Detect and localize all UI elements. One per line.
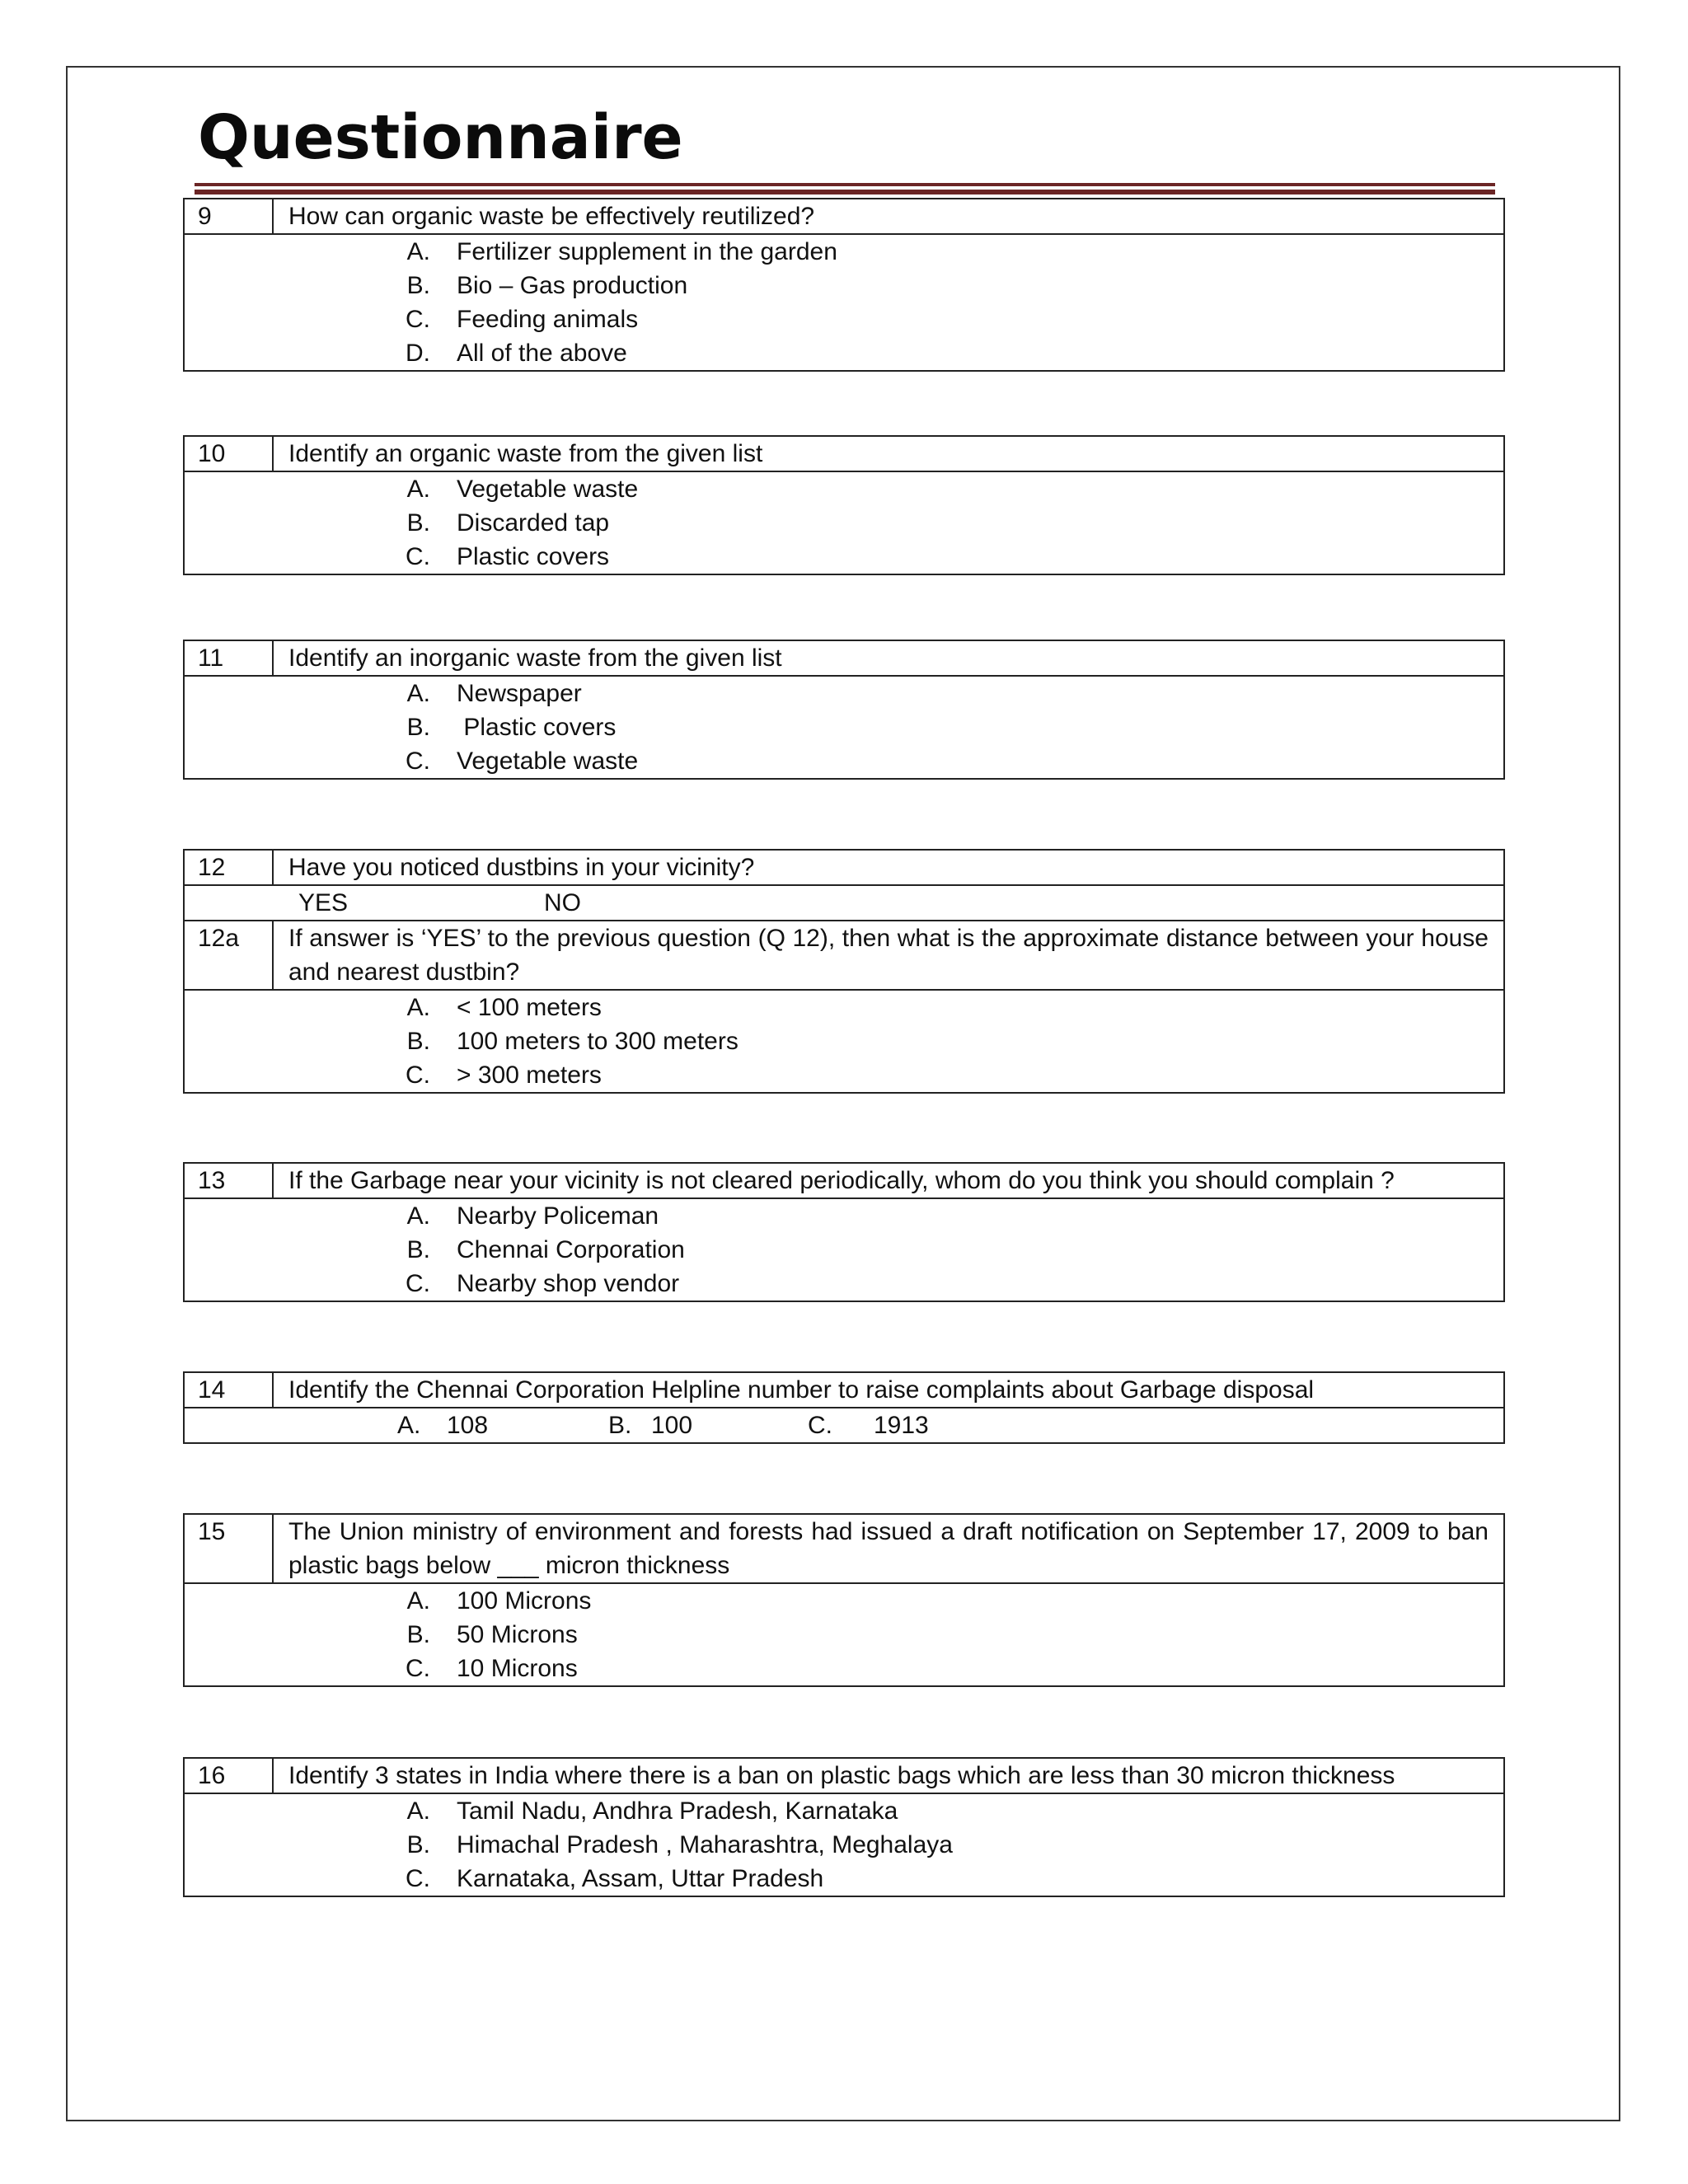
option-text: Tamil Nadu, Andhra Pradesh, Karnataka: [457, 1797, 898, 1825]
question-9: [183, 198, 1505, 372]
question-number: 12: [185, 851, 274, 884]
option-b[interactable]: [185, 1618, 1503, 1652]
option-letter: C.: [406, 748, 430, 775]
option-text: Nearby Policeman: [457, 1202, 659, 1230]
question-16: [183, 1757, 1505, 1897]
option-letter: B.: [406, 509, 430, 537]
question-text: Identify the Chennai Corporation Helpline number to raise complaints about Garbage disposal: [288, 1376, 1315, 1404]
question-number: 13: [185, 1164, 274, 1197]
option-text: Himachal Pradesh , Maharashtra, Meghalaya: [457, 1831, 953, 1858]
option-text: 100 Microns: [457, 1587, 592, 1615]
option-text: > 300 meters: [457, 1062, 602, 1089]
option-b[interactable]: [185, 1828, 1503, 1862]
option-letter: D.: [406, 340, 430, 367]
option-b[interactable]: [185, 710, 1503, 744]
option-a-letter: A.: [397, 1412, 421, 1439]
option-c[interactable]: [185, 1267, 1503, 1301]
option-text: Plastic covers: [457, 543, 610, 570]
option-text: All of the above: [457, 340, 627, 367]
question-number: 16: [185, 1759, 274, 1793]
option-b[interactable]: [185, 1233, 1503, 1267]
option-letter: A.: [406, 238, 430, 265]
option-a[interactable]: [185, 1199, 1503, 1233]
option-a[interactable]: [185, 991, 1503, 1024]
title-rule-thin: [195, 183, 1495, 186]
question-number: 11: [185, 641, 274, 675]
options-inline: [185, 1408, 1503, 1442]
question-15: [183, 1513, 1505, 1687]
options-list: [185, 235, 1503, 370]
option-text: Nearby shop vendor: [457, 1270, 680, 1297]
option-letter: C.: [406, 306, 430, 333]
question-text: The Union ministry of environment and forests had issued a draft notification on September 17, 2009 to ban plastic bags below ___ micron thickness: [288, 1518, 1489, 1579]
question-14: [183, 1371, 1505, 1444]
option-text: Karnataka, Assam, Uttar Pradesh: [457, 1865, 824, 1892]
option-letter: B.: [406, 714, 430, 741]
question-text: Identify an organic waste from the given list: [288, 440, 763, 467]
yes-option[interactable]: YES: [298, 889, 349, 916]
option-b[interactable]: [185, 269, 1503, 302]
option-text: Newspaper: [457, 680, 582, 707]
option-letter: B.: [406, 1028, 430, 1055]
option-text: Plastic covers: [457, 714, 617, 741]
option-letter: C.: [406, 1655, 430, 1682]
question-header: [185, 199, 1503, 235]
question-text: Have you noticed dustbins in your vicinity?: [288, 854, 755, 881]
option-c[interactable]: [185, 1058, 1503, 1092]
option-letter: B.: [406, 1831, 430, 1858]
question-header: [185, 1759, 1503, 1794]
option-text: Bio – Gas production: [457, 272, 688, 299]
option-text: Chennai Corporation: [457, 1236, 685, 1263]
question-header: [185, 1373, 1503, 1408]
question-12: [183, 849, 1505, 1094]
page-title: Questionnaire: [198, 102, 683, 173]
option-a[interactable]: [185, 472, 1503, 506]
question-header: [185, 641, 1503, 677]
question-text: Identify an inorganic waste from the given list: [288, 644, 782, 672]
option-text: Feeding animals: [457, 306, 639, 333]
option-a[interactable]: [185, 677, 1503, 710]
subquestion-number: 12a: [185, 921, 274, 989]
option-a[interactable]: [185, 1584, 1503, 1618]
question-header: [185, 1515, 1503, 1584]
option-text: 10 Microns: [457, 1655, 578, 1682]
question-number: 10: [185, 437, 274, 471]
option-c[interactable]: [185, 744, 1503, 778]
option-letter: A.: [406, 1797, 430, 1825]
option-b-letter: B.: [608, 1412, 632, 1439]
no-option[interactable]: NO: [544, 889, 581, 916]
options-list: [185, 1794, 1503, 1896]
option-text: 100 meters to 300 meters: [457, 1028, 738, 1055]
yes-no-row: [185, 886, 1503, 921]
option-letter: B.: [406, 1236, 430, 1263]
option-a[interactable]: 108: [447, 1412, 489, 1439]
title-rule-thick: [195, 190, 1495, 194]
option-c[interactable]: [185, 302, 1503, 336]
option-text: < 100 meters: [457, 994, 602, 1021]
question-header: [185, 1164, 1503, 1199]
question-text: How can organic waste be effectively reutilized?: [288, 203, 815, 230]
option-letter: C.: [406, 1270, 430, 1297]
subquestion-header: [185, 921, 1503, 991]
options-list: [185, 1584, 1503, 1685]
options-list: [185, 991, 1503, 1092]
option-text: Vegetable waste: [457, 748, 639, 775]
option-c[interactable]: 1913: [874, 1412, 929, 1439]
option-letter: B.: [406, 272, 430, 299]
options-list: [185, 1199, 1503, 1301]
question-text: If the Garbage near your vicinity is not cleared periodically, whom do you think you should complain ?: [288, 1167, 1395, 1194]
option-letter: A.: [406, 1202, 430, 1230]
option-b[interactable]: [185, 1024, 1503, 1058]
option-text: Fertilizer supplement in the garden: [457, 238, 837, 265]
question-13: [183, 1162, 1505, 1302]
option-c[interactable]: [185, 540, 1503, 574]
option-letter: C.: [406, 1865, 430, 1892]
option-text: Discarded tap: [457, 509, 610, 537]
question-10: [183, 435, 1505, 575]
question-11: [183, 640, 1505, 780]
options-list: [185, 472, 1503, 574]
question-text: Identify 3 states in India where there is a ban on plastic bags which are less than 30 micron thickness: [288, 1762, 1395, 1789]
option-letter: A.: [406, 680, 430, 707]
option-c[interactable]: [185, 1652, 1503, 1685]
option-letter: A.: [406, 476, 430, 503]
options-list: [185, 677, 1503, 778]
option-a[interactable]: [185, 235, 1503, 269]
option-letter: C.: [406, 1062, 430, 1089]
option-letter: A.: [406, 994, 430, 1021]
question-header: [185, 851, 1503, 886]
subquestion-text: If answer is ‘YES’ to the previous question (Q 12), then what is the approximate distance between your house and nearest dustbin?: [288, 925, 1489, 986]
question-number: 9: [185, 199, 274, 233]
option-letter: A.: [406, 1587, 430, 1615]
question-number: 14: [185, 1373, 274, 1407]
option-text: 50 Microns: [457, 1621, 578, 1648]
option-letter: C.: [406, 543, 430, 570]
option-c[interactable]: [185, 1862, 1503, 1896]
option-b[interactable]: 100: [651, 1412, 693, 1439]
option-d[interactable]: [185, 336, 1503, 370]
option-c-letter: C.: [808, 1412, 832, 1439]
question-header: [185, 437, 1503, 472]
option-text: Vegetable waste: [457, 476, 639, 503]
option-a[interactable]: [185, 1794, 1503, 1828]
option-b[interactable]: [185, 506, 1503, 540]
option-letter: B.: [406, 1621, 430, 1648]
question-number: 15: [185, 1515, 274, 1582]
